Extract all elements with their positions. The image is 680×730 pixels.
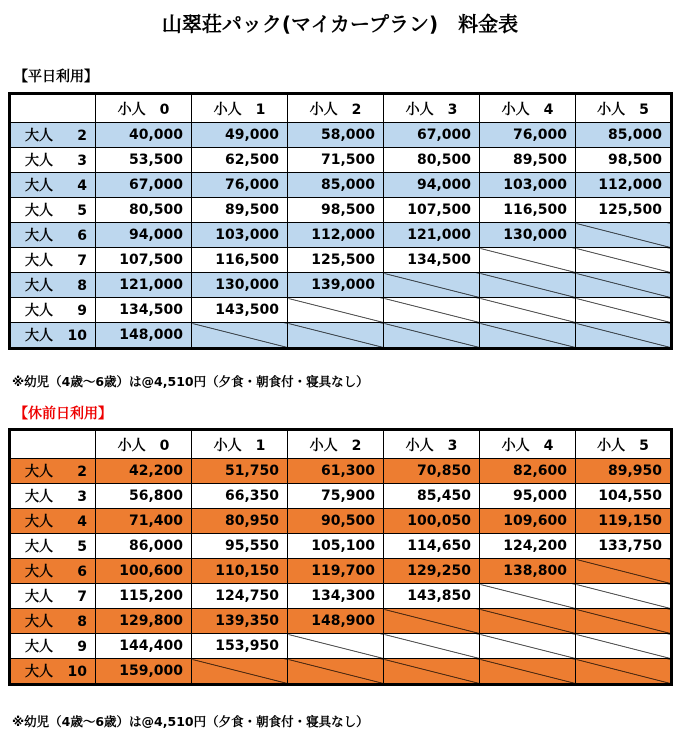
table-row <box>10 248 672 273</box>
price-cell: 153,950 <box>192 634 288 659</box>
price-cell: 71,500 <box>288 148 384 173</box>
corner-cell <box>10 94 96 123</box>
adult-label: 大人 <box>25 228 53 244</box>
row-label <box>10 509 96 534</box>
page-title: 山翠荘パック(マイカープラン) 料金表 <box>161 12 519 36</box>
column-header: 小人 4 <box>480 430 576 459</box>
price-cell: 116,500 <box>192 248 288 273</box>
corner-cell <box>10 430 96 459</box>
unavailable-cell <box>384 659 480 685</box>
row-label <box>10 634 96 659</box>
price-cell: 90,500 <box>288 509 384 534</box>
price-cell: 76,000 <box>192 173 288 198</box>
table-row <box>10 509 672 534</box>
price-cell: 61,300 <box>288 459 384 484</box>
weekday-price-table <box>8 92 673 350</box>
adult-count: 7 <box>77 589 87 605</box>
column-header: 小人 3 <box>384 430 480 459</box>
row-label <box>10 148 96 173</box>
adult-label: 大人 <box>25 614 53 630</box>
price-cell: 139,350 <box>192 609 288 634</box>
adult-count: 6 <box>77 228 87 244</box>
price-cell: 148,900 <box>288 609 384 634</box>
price-cell: 80,500 <box>96 198 192 223</box>
price-cell: 124,200 <box>480 534 576 559</box>
price-cell: 116,500 <box>480 198 576 223</box>
column-header: 小人 0 <box>96 430 192 459</box>
unavailable-cell <box>384 323 480 349</box>
unavailable-cell <box>576 323 672 349</box>
unavailable-cell <box>480 248 576 273</box>
unavailable-cell <box>384 298 480 323</box>
price-cell: 114,650 <box>384 534 480 559</box>
adult-count: 10 <box>67 328 87 344</box>
adult-count: 3 <box>77 489 87 505</box>
adult-label: 大人 <box>25 639 53 655</box>
row-label <box>10 559 96 584</box>
unavailable-cell <box>576 273 672 298</box>
price-cell: 130,000 <box>192 273 288 298</box>
adult-label: 大人 <box>25 564 53 580</box>
unavailable-cell <box>480 634 576 659</box>
price-cell: 70,850 <box>384 459 480 484</box>
unavailable-cell <box>576 634 672 659</box>
price-cell: 112,000 <box>576 173 672 198</box>
price-cell: 134,300 <box>288 584 384 609</box>
price-cell: 100,050 <box>384 509 480 534</box>
price-cell: 62,500 <box>192 148 288 173</box>
price-cell: 98,500 <box>288 198 384 223</box>
weekday-section-label: 【平日利用】 <box>14 69 98 85</box>
price-cell: 129,250 <box>384 559 480 584</box>
adult-label: 大人 <box>25 664 53 680</box>
price-cell: 107,500 <box>96 248 192 273</box>
price-cell: 67,000 <box>96 173 192 198</box>
price-cell: 95,000 <box>480 484 576 509</box>
adult-count: 7 <box>77 253 87 269</box>
price-cell: 75,900 <box>288 484 384 509</box>
unavailable-cell <box>480 659 576 685</box>
table-row <box>10 298 672 323</box>
unavailable-cell <box>288 659 384 685</box>
row-label <box>10 659 96 685</box>
unavailable-cell <box>480 584 576 609</box>
column-header: 小人 3 <box>384 94 480 123</box>
price-cell: 134,500 <box>384 248 480 273</box>
price-cell: 159,000 <box>96 659 192 685</box>
adult-label: 大人 <box>25 589 53 605</box>
holiday-eve-infant-note: ※幼児（4歳～6歳）は@4,510円（夕食・朝食付・寝具なし） <box>12 714 369 729</box>
price-cell: 130,000 <box>480 223 576 248</box>
adult-label: 大人 <box>25 489 53 505</box>
row-label <box>10 248 96 273</box>
price-cell: 133,750 <box>576 534 672 559</box>
price-cell: 112,000 <box>288 223 384 248</box>
price-cell: 98,500 <box>576 148 672 173</box>
price-cell: 100,600 <box>96 559 192 584</box>
table-row <box>10 198 672 223</box>
price-cell: 119,150 <box>576 509 672 534</box>
unavailable-cell <box>192 659 288 685</box>
unavailable-cell <box>480 273 576 298</box>
price-cell: 82,600 <box>480 459 576 484</box>
adult-count: 5 <box>77 203 87 219</box>
row-label <box>10 609 96 634</box>
unavailable-cell <box>192 323 288 349</box>
adult-count: 2 <box>77 128 87 144</box>
adult-count: 3 <box>77 153 87 169</box>
price-cell: 42,200 <box>96 459 192 484</box>
table-row <box>10 609 672 634</box>
price-cell: 86,000 <box>96 534 192 559</box>
row-label <box>10 584 96 609</box>
price-cell: 66,350 <box>192 484 288 509</box>
row-label <box>10 298 96 323</box>
price-cell: 71,400 <box>96 509 192 534</box>
price-cell: 85,000 <box>576 123 672 148</box>
adult-label: 大人 <box>25 464 53 480</box>
column-header: 小人 5 <box>576 430 672 459</box>
column-header: 小人 2 <box>288 94 384 123</box>
column-header: 小人 4 <box>480 94 576 123</box>
price-cell: 115,200 <box>96 584 192 609</box>
table-row <box>10 123 672 148</box>
row-label <box>10 123 96 148</box>
unavailable-cell <box>384 609 480 634</box>
row-label <box>10 484 96 509</box>
column-header: 小人 1 <box>192 94 288 123</box>
price-cell: 80,500 <box>384 148 480 173</box>
price-cell: 76,000 <box>480 123 576 148</box>
row-label <box>10 198 96 223</box>
table-row <box>10 584 672 609</box>
price-cell: 119,700 <box>288 559 384 584</box>
price-cell: 109,600 <box>480 509 576 534</box>
header-row <box>10 94 672 123</box>
unavailable-cell <box>576 223 672 248</box>
unavailable-cell <box>384 634 480 659</box>
price-cell: 94,000 <box>384 173 480 198</box>
price-cell: 104,550 <box>576 484 672 509</box>
unavailable-cell <box>576 298 672 323</box>
price-cell: 129,800 <box>96 609 192 634</box>
adult-count: 9 <box>77 639 87 655</box>
table-row <box>10 634 672 659</box>
adult-count: 5 <box>77 539 87 555</box>
price-cell: 144,400 <box>96 634 192 659</box>
price-cell: 89,500 <box>192 198 288 223</box>
price-cell: 94,000 <box>96 223 192 248</box>
price-cell: 110,150 <box>192 559 288 584</box>
adult-count: 8 <box>77 278 87 294</box>
row-label <box>10 534 96 559</box>
price-cell: 85,000 <box>288 173 384 198</box>
adult-label: 大人 <box>25 253 53 269</box>
adult-count: 9 <box>77 303 87 319</box>
adult-count: 6 <box>77 564 87 580</box>
unavailable-cell <box>576 584 672 609</box>
header-row <box>10 430 672 459</box>
price-cell: 125,500 <box>288 248 384 273</box>
price-cell: 107,500 <box>384 198 480 223</box>
price-cell: 143,850 <box>384 584 480 609</box>
row-label <box>10 323 96 349</box>
adult-label: 大人 <box>25 128 53 144</box>
row-label <box>10 273 96 298</box>
unavailable-cell <box>480 298 576 323</box>
price-cell: 85,450 <box>384 484 480 509</box>
row-label <box>10 459 96 484</box>
adult-count: 8 <box>77 614 87 630</box>
row-label <box>10 173 96 198</box>
price-cell: 143,500 <box>192 298 288 323</box>
row-label <box>10 223 96 248</box>
table-row <box>10 534 672 559</box>
price-cell: 124,750 <box>192 584 288 609</box>
adult-label: 大人 <box>25 203 53 219</box>
unavailable-cell <box>576 248 672 273</box>
adult-label: 大人 <box>25 539 53 555</box>
adult-count: 4 <box>77 178 87 194</box>
adult-label: 大人 <box>25 303 53 319</box>
table-row <box>10 559 672 584</box>
price-cell: 125,500 <box>576 198 672 223</box>
adult-label: 大人 <box>25 153 53 169</box>
unavailable-cell <box>576 559 672 584</box>
price-cell: 49,000 <box>192 123 288 148</box>
unavailable-cell <box>480 609 576 634</box>
holiday-eve-price-table <box>8 428 673 686</box>
column-header: 小人 5 <box>576 94 672 123</box>
price-cell: 51,750 <box>192 459 288 484</box>
price-cell: 53,500 <box>96 148 192 173</box>
table-row <box>10 659 672 685</box>
unavailable-cell <box>576 659 672 685</box>
price-cell: 121,000 <box>384 223 480 248</box>
weekday-infant-note: ※幼児（4歳～6歳）は@4,510円（夕食・朝食付・寝具なし） <box>12 374 369 389</box>
unavailable-cell <box>288 298 384 323</box>
price-cell: 134,500 <box>96 298 192 323</box>
table-row <box>10 148 672 173</box>
unavailable-cell <box>384 273 480 298</box>
unavailable-cell <box>480 323 576 349</box>
adult-label: 大人 <box>25 278 53 294</box>
price-cell: 103,000 <box>192 223 288 248</box>
table-row <box>10 273 672 298</box>
price-cell: 80,950 <box>192 509 288 534</box>
price-cell: 56,800 <box>96 484 192 509</box>
adult-label: 大人 <box>25 514 53 530</box>
unavailable-cell <box>288 323 384 349</box>
price-cell: 89,500 <box>480 148 576 173</box>
price-cell: 40,000 <box>96 123 192 148</box>
table-row <box>10 223 672 248</box>
adult-label: 大人 <box>25 178 53 194</box>
price-cell: 89,950 <box>576 459 672 484</box>
adult-count: 4 <box>77 514 87 530</box>
price-cell: 58,000 <box>288 123 384 148</box>
table-row <box>10 323 672 349</box>
adult-label: 大人 <box>25 328 53 344</box>
holiday-eve-section-label: 【休前日利用】 <box>14 406 112 422</box>
price-cell: 139,000 <box>288 273 384 298</box>
price-cell: 103,000 <box>480 173 576 198</box>
unavailable-cell <box>576 609 672 634</box>
adult-count: 2 <box>77 464 87 480</box>
unavailable-cell <box>288 634 384 659</box>
table-row <box>10 173 672 198</box>
price-cell: 67,000 <box>384 123 480 148</box>
price-cell: 138,800 <box>480 559 576 584</box>
table-row <box>10 459 672 484</box>
column-header: 小人 0 <box>96 94 192 123</box>
price-cell: 95,550 <box>192 534 288 559</box>
adult-count: 10 <box>67 664 87 680</box>
table-row <box>10 484 672 509</box>
price-cell: 148,000 <box>96 323 192 349</box>
price-cell: 121,000 <box>96 273 192 298</box>
column-header: 小人 2 <box>288 430 384 459</box>
price-cell: 105,100 <box>288 534 384 559</box>
column-header: 小人 1 <box>192 430 288 459</box>
